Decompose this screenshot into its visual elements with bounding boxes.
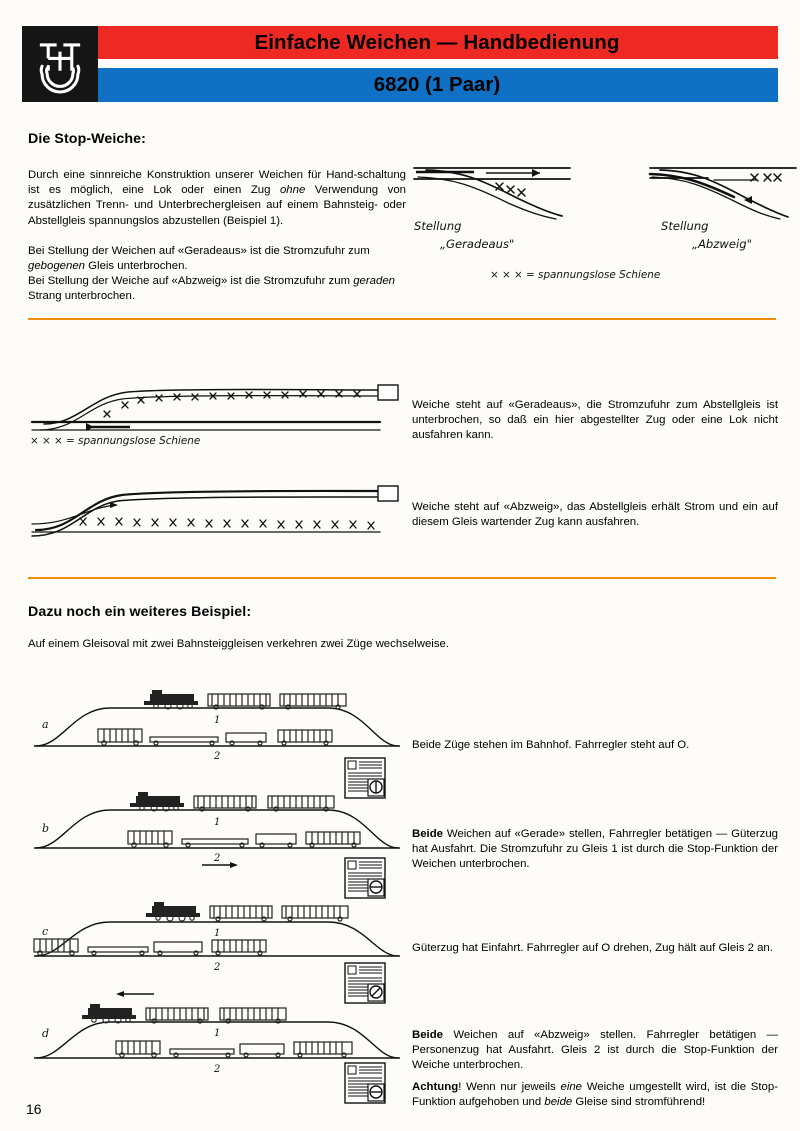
oval-diagram-a bbox=[32, 688, 402, 763]
direction-arrow-c bbox=[110, 988, 160, 1000]
controller-icon-d bbox=[344, 1062, 386, 1104]
train-lower-b bbox=[128, 831, 360, 847]
row-a-text: Beide Züge stehen im Bahnhof. Fahrregler steht auf O. bbox=[412, 739, 690, 751]
switch-diagram-branch bbox=[648, 158, 798, 220]
svg-text:1: 1 bbox=[214, 715, 221, 726]
row-d-rest: Weichen auf «Abzweig» stellen. Fahrregler betätigen — Personenzug hat Ausfahrt. Gleis 2 ist durch die Stop-Funktion der Weiche unterbrochen. bbox=[412, 1029, 778, 1072]
p1-part-a: Durch eine sinnreiche Konstruktion unserer Weichen für Hand-schaltung ist es möglich, eine Lok oder einen Zug bbox=[28, 169, 406, 197]
train-upper-d bbox=[82, 1004, 286, 1023]
label-stellung-geradeaus-1: Stellung bbox=[414, 219, 462, 233]
divider-1 bbox=[28, 318, 776, 320]
p2-part-b: Gleis unterbrochen. bbox=[85, 260, 188, 273]
row-b-bold: Beide bbox=[412, 828, 444, 840]
section1-paragraph-2 bbox=[28, 244, 406, 274]
controller-icon-b bbox=[344, 857, 386, 899]
svg-text:1: 1 bbox=[214, 928, 221, 939]
label-stellung-geradeaus-2: „Geradeaus" bbox=[440, 237, 515, 251]
svg-text:2: 2 bbox=[214, 853, 221, 864]
row-d-warn-em1: eine bbox=[560, 1081, 583, 1093]
p3-emph: geraden bbox=[353, 275, 396, 287]
page-number: 16 bbox=[26, 1101, 42, 1117]
label-stellung-abzweig-2: „Abzweig" bbox=[692, 237, 752, 251]
track-diagram-branch-power bbox=[30, 480, 402, 542]
svg-text:2: 2 bbox=[214, 751, 221, 762]
row-d-warn-b: Weiche umgestellt wird, ist die Stop-Funktion aufgehoben und bbox=[412, 1081, 778, 1109]
svg-text:2: 2 bbox=[214, 1064, 221, 1075]
buffer-stop-icon bbox=[378, 486, 398, 501]
header-subtitle: 6820 (1 Paar) bbox=[373, 73, 501, 96]
header-title: Einfache Weichen — Handbedienung bbox=[254, 31, 620, 54]
row-d-text bbox=[412, 1028, 778, 1074]
track-diagram-straight-stop bbox=[30, 378, 402, 440]
train-lower-c bbox=[34, 939, 266, 955]
svg-text:2: 2 bbox=[214, 962, 221, 973]
section1-paragraph-3 bbox=[28, 274, 406, 304]
section-heading-weiteres-beispiel: Dazu noch ein weiteres Beispiel: bbox=[28, 604, 252, 620]
row-b-text bbox=[412, 827, 778, 873]
row-d-warn-a: ! Wenn nur jeweils bbox=[458, 1081, 561, 1093]
row-d-bold: Beide bbox=[412, 1029, 444, 1041]
legend-spannungslose-schiene-2: × × × = spannungslose Schiene bbox=[30, 435, 201, 447]
train-upper-a bbox=[144, 690, 346, 709]
p2-emph: gebogenen bbox=[28, 260, 86, 273]
page-header bbox=[22, 26, 778, 102]
row-c-text: Güterzug hat Einfahrt. Fahrregler auf O drehen, Zug hält auf Gleis 2 an. bbox=[412, 942, 773, 954]
p3-part-b: Strang unterbrochen. bbox=[28, 290, 136, 303]
svg-text:1: 1 bbox=[214, 817, 221, 828]
logo-glyph-icon bbox=[32, 36, 88, 92]
row-d-warn-em2: beide bbox=[544, 1096, 573, 1109]
row-d-warn-bold: Achtung bbox=[412, 1081, 459, 1093]
controller-icon-c bbox=[344, 962, 386, 1004]
section3-intro: Auf einem Gleisoval mit zwei Bahnsteiggleisen verkehren zwei Züge wechselweise. bbox=[28, 638, 450, 650]
p1-part-b: Verwendung von zusätzlichen Trenn- und Unterbrechergleisen auf einem Bahnsteig- oder Abstellgleis spannungslos abzustellen (Beispiel 1). bbox=[28, 184, 406, 227]
row-letter-c: c bbox=[42, 925, 49, 938]
train-lower-d bbox=[116, 1041, 352, 1057]
section-heading-stop-weiche: Die Stop-Weiche: bbox=[28, 131, 147, 147]
p3-part-a: Bei Stellung der Weiche auf «Abzweig» ist die Stromzufuhr zum bbox=[28, 275, 354, 287]
train-upper-c bbox=[146, 902, 348, 921]
train-lower-a bbox=[98, 729, 332, 745]
train-upper-b bbox=[130, 792, 334, 811]
row-letter-d: d bbox=[42, 1027, 50, 1040]
row-b-rest: Weichen auf «Gerade» stellen, Fahrregler betätigen — Güterzug hat Ausfahrt. Die Stromzufuhr zu Gleis 1 ist durch die Stop-Funktion der Weichen unterbrochen. bbox=[412, 828, 778, 871]
p2-part-a: Bei Stellung der Weichen auf «Geradeaus» ist die Stromzufuhr zum bbox=[28, 245, 370, 257]
row-d-warning bbox=[412, 1080, 778, 1110]
switch-diagram-straight bbox=[412, 158, 572, 220]
legend-spannungslose-schiene-1: × × × = spannungslose Schiene bbox=[490, 269, 661, 281]
row-letter-a: a bbox=[42, 718, 49, 731]
p1-emph: ohne bbox=[279, 184, 306, 197]
divider-2 bbox=[28, 577, 776, 579]
row-d-warn-c: Gleise sind stromführend! bbox=[572, 1096, 706, 1109]
section2-text-branch: Weiche steht auf «Abzweig», das Abstellgleis erhält Strom und ein auf diesem Gleis wartender Zug kann ausfahren. bbox=[412, 501, 778, 529]
svg-text:1: 1 bbox=[214, 1028, 221, 1039]
row-letter-b: b bbox=[42, 822, 50, 835]
label-stellung-abzweig-1: Stellung bbox=[661, 219, 709, 233]
section2-text-straight: Weiche steht auf «Geradeaus», die Stromzufuhr zum Abstellgleis ist unterbrochen, so daß ein hier abgestellter Zug oder eine Lok nicht ausfahren kann. bbox=[412, 399, 778, 442]
fleischmann-logo bbox=[22, 26, 98, 102]
header-band-white bbox=[96, 59, 778, 68]
section1-paragraph-1 bbox=[28, 168, 406, 229]
buffer-stop-icon bbox=[378, 385, 398, 400]
